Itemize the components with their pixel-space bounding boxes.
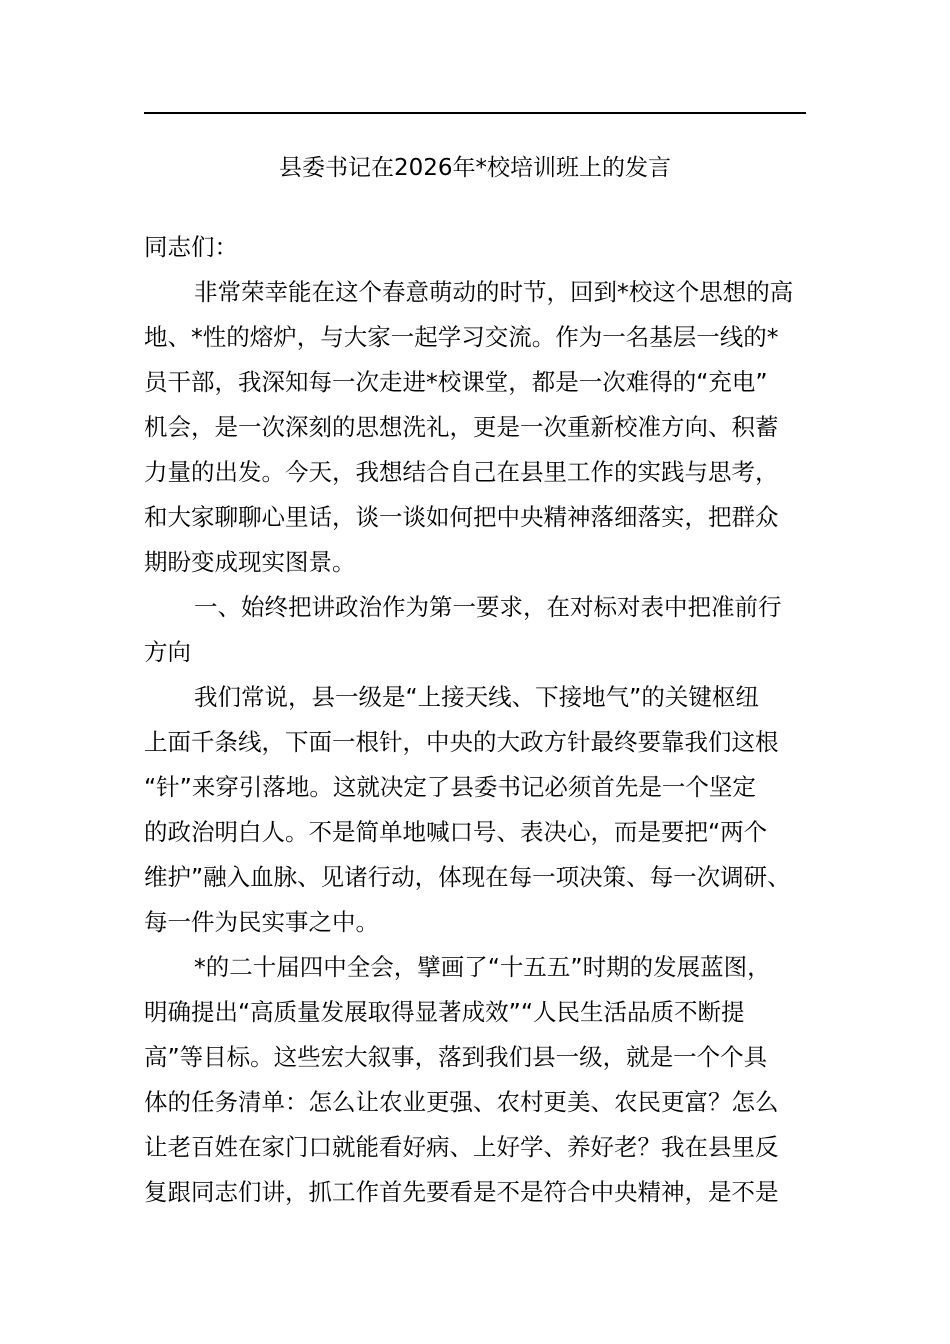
paragraph-line: 员干部，我深知每一次走进*校课堂，都是一次难得的“充电” (144, 368, 768, 396)
paragraph-line: 力量的出发。今天，我想结合自己在县里工作的实践与思考， (144, 458, 779, 486)
salutation: 同志们： (144, 233, 238, 261)
section-heading: 方向 (144, 638, 191, 666)
paragraph-line: “针”来穿引落地。这就决定了县委书记必须首先是一个坚定 (144, 773, 756, 801)
paragraph-line: 高”等目标。这些宏大叙事，落到我们县一级，就是一个个具 (144, 1043, 768, 1071)
header-rule (144, 112, 806, 114)
section-heading: 一、始终把讲政治作为第一要求，在对标对表中把准前行 (194, 593, 782, 621)
document-title: 县委书记在2026年*校培训班上的发言 (278, 155, 672, 181)
paragraph-line: 期盼变成现实图景。 (144, 548, 356, 576)
paragraph-line: *的二十届四中全会，擘画了“十五五”时期的发展蓝图， (194, 953, 771, 981)
paragraph-line: 我们常说，县一级是“上接天线、下接地气”的关键枢纽 (194, 683, 759, 711)
paragraph-line: 机会，是一次深刻的思想洗礼，更是一次重新校准方向、积蓄 (144, 413, 779, 441)
document-body (144, 225, 806, 1215)
paragraph-line: 和大家聊聊心里话，谈一谈如何把中央精神落细落实，把群众 (144, 503, 779, 531)
paragraph-line: 明确提出“高质量发展取得显著成效”“人民生活品质不断提 (144, 998, 745, 1026)
paragraph-line: 非常荣幸能在这个春意萌动的时节，回到*校这个思想的高 (194, 278, 794, 306)
paragraph-line: 的政治明白人。不是简单地喊口号、表决心，而是要把“两个 (144, 818, 768, 846)
paragraph-line: 让老百姓在家门口就能看好病、上好学、养好老？我在县里反 (144, 1133, 779, 1161)
paragraph-line: 体的任务清单：怎么让农业更强、农村更美、农民更富？怎么 (144, 1088, 779, 1116)
paragraph-line: 每一件为民实事之中。 (144, 908, 379, 936)
paragraph-line: 地、*性的熔炉，与大家一起学习交流。作为一名基层一线的* (144, 323, 779, 351)
paragraph-line: 复跟同志们讲，抓工作首先要看是不是符合中央精神，是不是 (144, 1178, 779, 1206)
paragraph-line: 上面千条线，下面一根针，中央的大政方针最终要靠我们这根 (144, 728, 779, 756)
paragraph-line: 维护”融入血脉、见诸行动，体现在每一项决策、每一次调研、 (144, 863, 791, 891)
